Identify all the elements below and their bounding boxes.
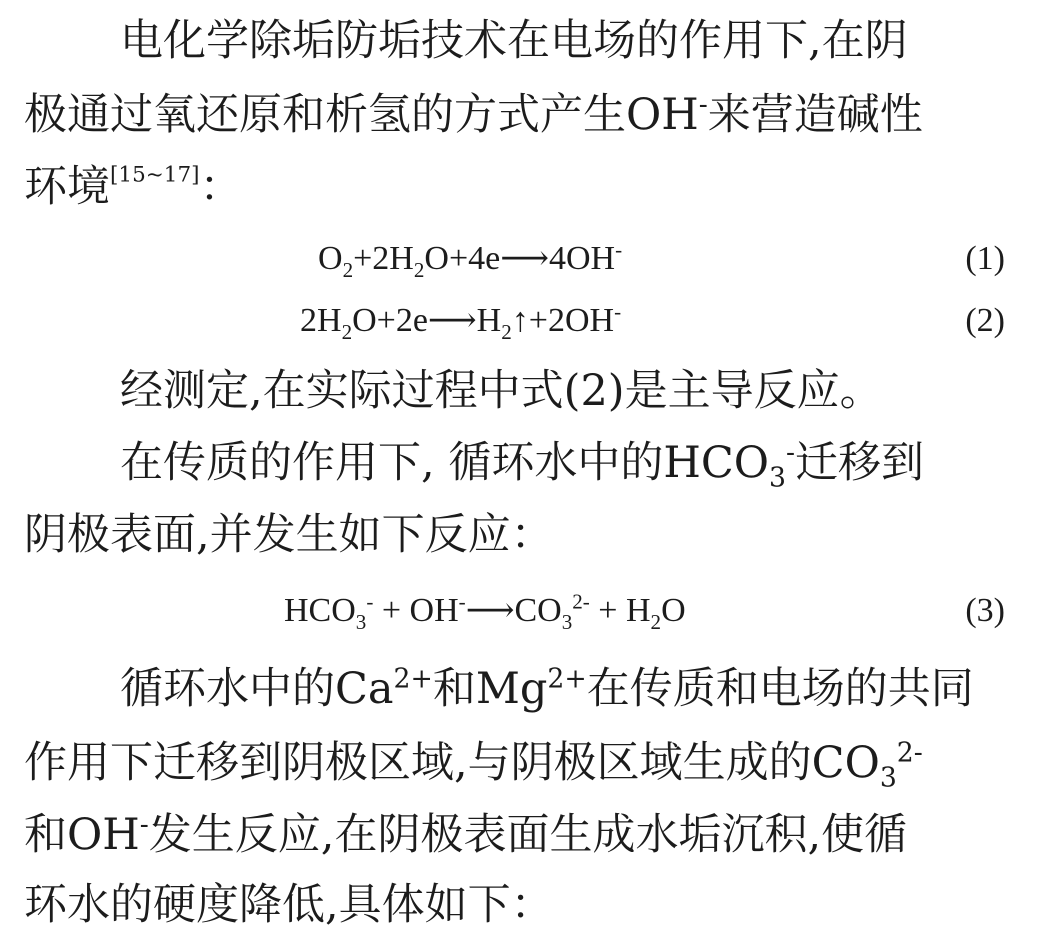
eq-text: +2H — [353, 240, 414, 277]
eq-superscript: 2- — [572, 589, 590, 614]
eq-text: + H — [589, 592, 651, 629]
eq-subscript: 2 — [413, 257, 425, 282]
text-span: 电化学除垢防垢技术在电场的作用下,在阴 — [120, 16, 908, 66]
superscript: - — [698, 89, 708, 121]
paragraph-1-line-2 — [0, 86, 1037, 144]
eq-subscript: 2 — [650, 609, 662, 634]
paragraph-1-line-1 — [0, 12, 1037, 70]
eq-superscript: - — [614, 299, 622, 324]
eq-subscript: 2 — [341, 319, 353, 344]
text-span: 经测定,在实际过程中式(2)是主导反应。 — [120, 366, 883, 416]
paragraph-4-line-3 — [0, 806, 1037, 864]
equation-1-body — [318, 234, 622, 284]
paragraph-4-line-2 — [0, 734, 1037, 792]
text-span: 在传质和电场的共同 — [586, 664, 974, 714]
paragraph-4-line-1 — [0, 660, 1037, 718]
subscript: 3 — [879, 762, 897, 794]
text-span: 作用下迁移到阴极区域,与阴极区域生成的CO — [24, 738, 880, 788]
subscript: 3 — [769, 462, 786, 494]
eq-text: O+4e⟶4OH — [424, 240, 616, 277]
superscript: 2+ — [393, 663, 433, 695]
text-span: 发生反应,在阴极表面生成水垢沉积,使循 — [148, 810, 908, 860]
text-span: 阴极表面,并发生如下反应： — [24, 510, 554, 560]
paragraph-4-line-4 — [0, 876, 1037, 934]
paragraph-1-line-3 — [0, 158, 1037, 216]
eq-text: + OH — [373, 592, 459, 629]
eq-superscript: - — [458, 589, 466, 614]
eq-text: ⟶CO — [465, 592, 562, 629]
equation-1 — [0, 234, 1037, 284]
text-span: 和Mg — [432, 664, 548, 714]
equation-3-body — [284, 586, 686, 636]
eq-subscript: 2 — [501, 319, 512, 344]
text-span: 极通过氧还原和析氢的方式产生OH — [24, 90, 699, 140]
text-span: 环境 — [24, 162, 110, 212]
text-span: 和OH — [24, 810, 140, 860]
eq-text: HCO — [284, 592, 356, 629]
eq-superscript: - — [366, 589, 374, 614]
eq-subscript: 3 — [355, 609, 367, 634]
text-span: 在传质的作用下, 循环水中的HCO — [120, 438, 769, 488]
superscript: - — [139, 809, 149, 841]
text-span: 迁移到 — [794, 438, 924, 488]
equation-2-number: (2) — [965, 302, 1005, 339]
equation-2 — [0, 296, 1037, 346]
equation-3-number: (3) — [965, 592, 1005, 629]
text-span: 来营造碱性 — [707, 90, 923, 140]
equation-3 — [0, 586, 1037, 636]
paragraph-2-line-1 — [0, 362, 1037, 420]
eq-text: O — [318, 240, 343, 277]
superscript: 2+ — [547, 663, 587, 695]
text-span: ： — [199, 162, 243, 212]
eq-text: ↑+2OH — [511, 302, 615, 339]
equation-1-number: (1) — [965, 240, 1005, 277]
text-span: 环水的硬度降低,具体如下： — [24, 880, 554, 930]
text-span: 循环水中的Ca — [120, 664, 394, 714]
eq-subscript: 3 — [561, 609, 573, 634]
equation-2-body — [300, 296, 621, 346]
citation-reference: [15~17] — [110, 162, 200, 188]
eq-superscript: - — [615, 237, 623, 262]
eq-text: O+2e⟶H — [352, 302, 502, 339]
eq-subscript: 2 — [342, 257, 354, 282]
superscript: - — [785, 437, 795, 469]
eq-text: O — [661, 592, 686, 629]
superscript: 2- — [896, 737, 923, 769]
paragraph-3-line-2 — [0, 506, 1037, 564]
paragraph-3-line-1 — [0, 434, 1037, 492]
eq-text: 2H — [300, 302, 342, 339]
